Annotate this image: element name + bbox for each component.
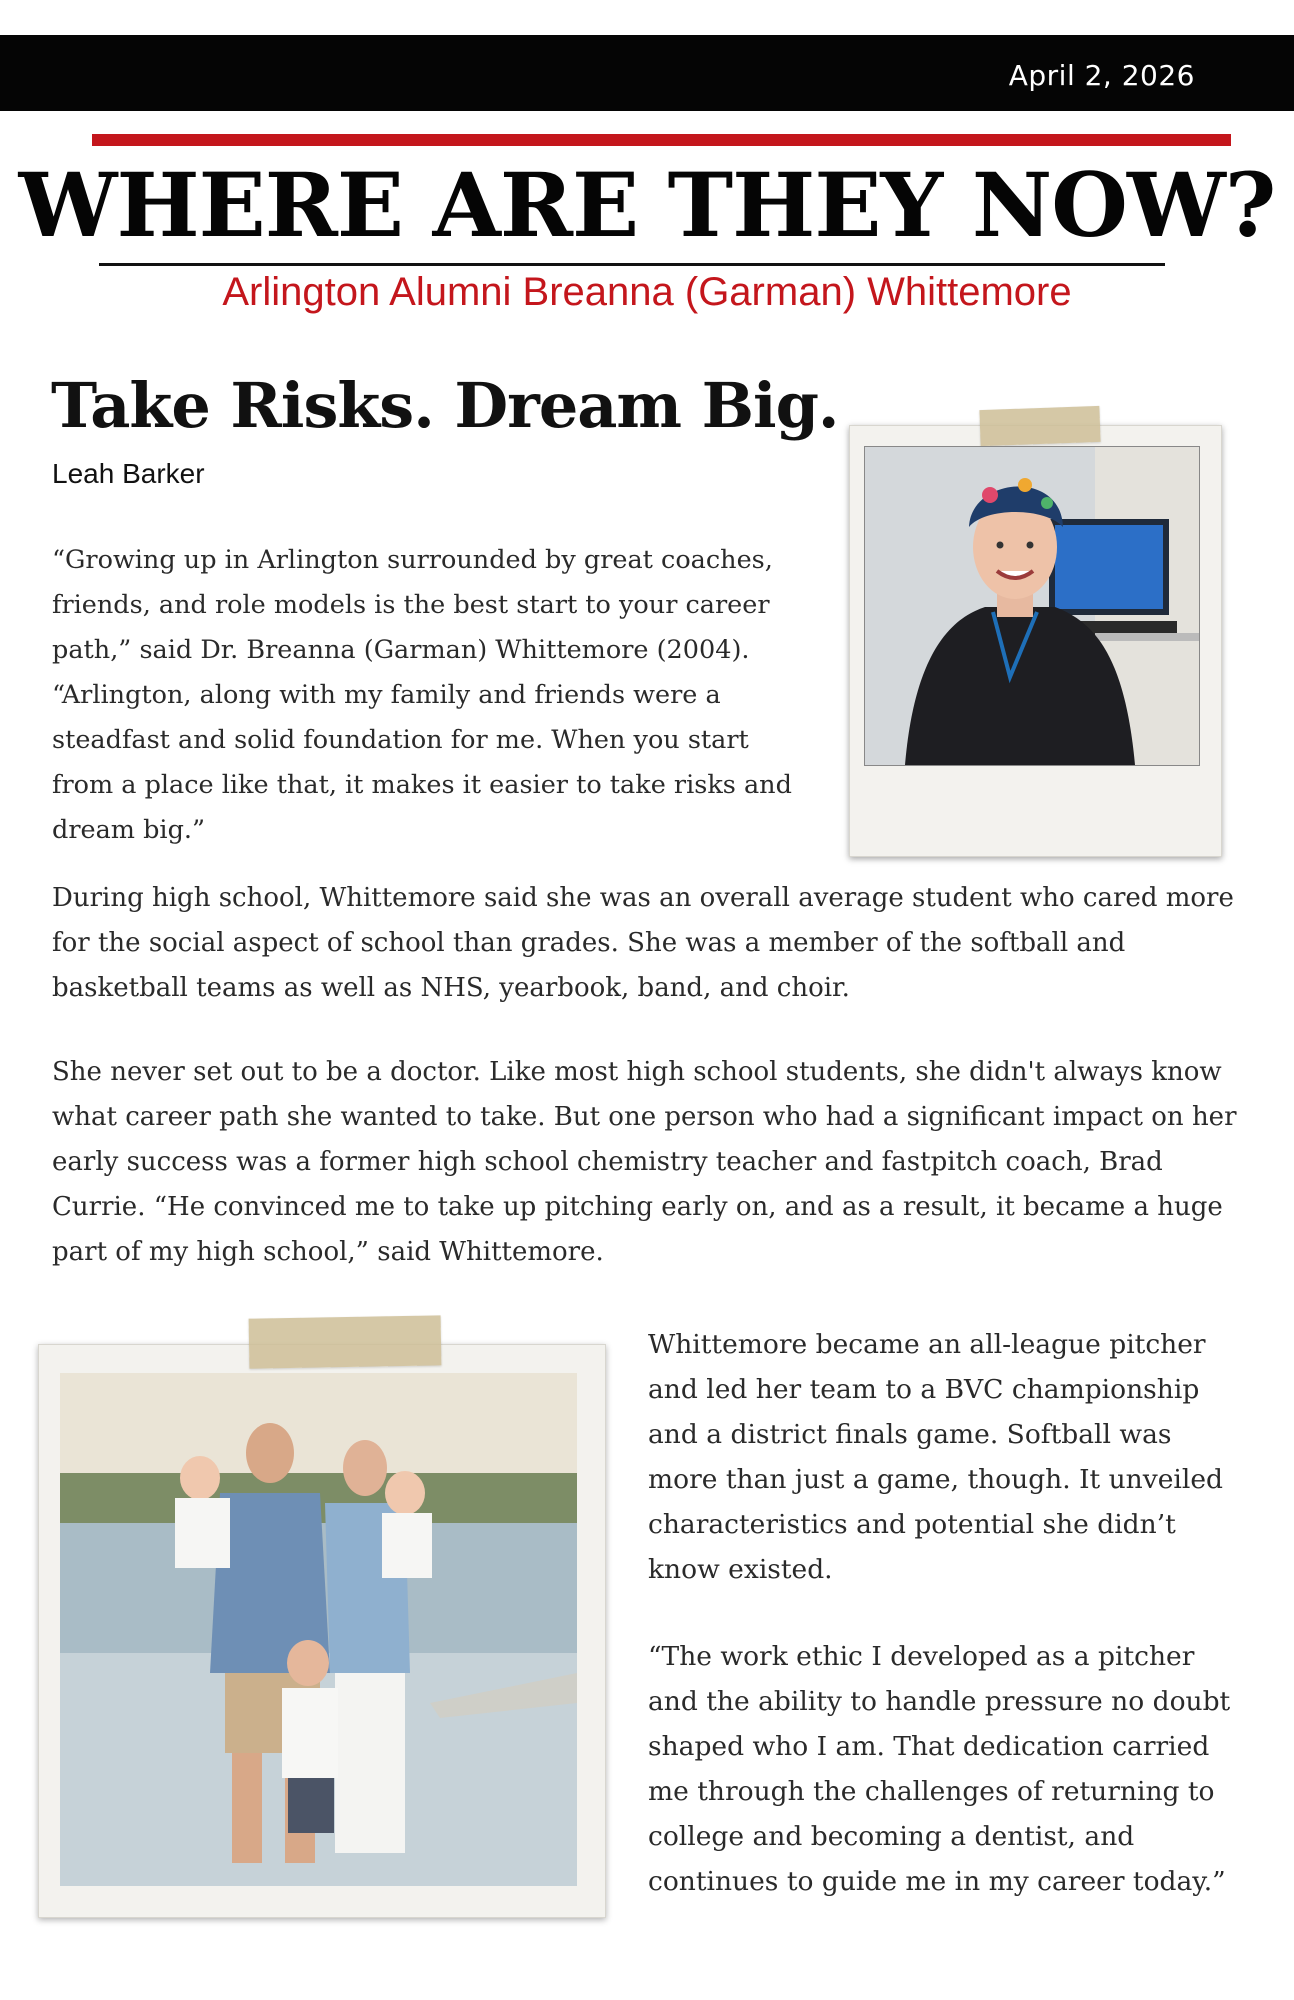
family-photo-frame: [38, 1344, 606, 1918]
paragraph-5: “The work ethic I developed as a pitcher and the ability to handle pressure no doubt shaped who I am. That dedication carried me through the challenges of returning to college and becoming a dentist, and continues to guide me in my career today.”: [648, 1641, 1231, 1897]
tape-strip: [979, 406, 1100, 446]
paragraph-3: She never set out to be a doctor. Like most high school students, she didn't always know what career path she wanted to take. But one person who had a significant impact on her early success was a former high school chemistry teacher and fastpitch coach, Brad Currie. “He convinced me to take up pitching early on, and as a result, it became a huge part of my high school,” said Whittemore.: [52, 1057, 1237, 1267]
page-headline: WHERE ARE THEY NOW?: [18, 153, 1276, 257]
portrait-photo-frame: [849, 425, 1222, 857]
issue-date: April 2, 2026: [1008, 59, 1195, 92]
article-title: Take Risks. Dream Big.: [51, 369, 839, 442]
top-date-bar: [0, 35, 1294, 111]
portrait-illustration: [865, 447, 1199, 765]
red-divider: [92, 134, 1231, 146]
family-photo: [60, 1373, 577, 1886]
paragraph-2: During high school, Whittemore said she was an overall average student who cared more for the social aspect of school than grades. She was a member of the softball and basketball teams as well as NHS, yearbook, band, and choir.: [52, 883, 1234, 1003]
tape-strip: [249, 1315, 442, 1368]
family-illustration: [60, 1373, 577, 1886]
paragraph-1: “Growing up in Arlington surrounded by great coaches, friends, and role models is the best start to your career path,” said Dr. Breanna (Garman) Whittemore (2004). “Arlington, along with my family and friends were a steadfast and solid foundation for me. When you start from a place like that, it makes it easier to take risks and dream big.”: [52, 545, 792, 845]
article-byline: Leah Barker: [52, 458, 205, 489]
page-subheadline: Arlington Alumni Breanna (Garman) Whittemore: [222, 270, 1072, 314]
portrait-photo: [864, 446, 1200, 766]
paragraph-4: Whittemore became an all-league pitcher and led her team to a BVC championship and a district finals game. Softball was more than just a game, though. It unveiled characteristics and potential she didn’t know existed.: [648, 1329, 1224, 1585]
